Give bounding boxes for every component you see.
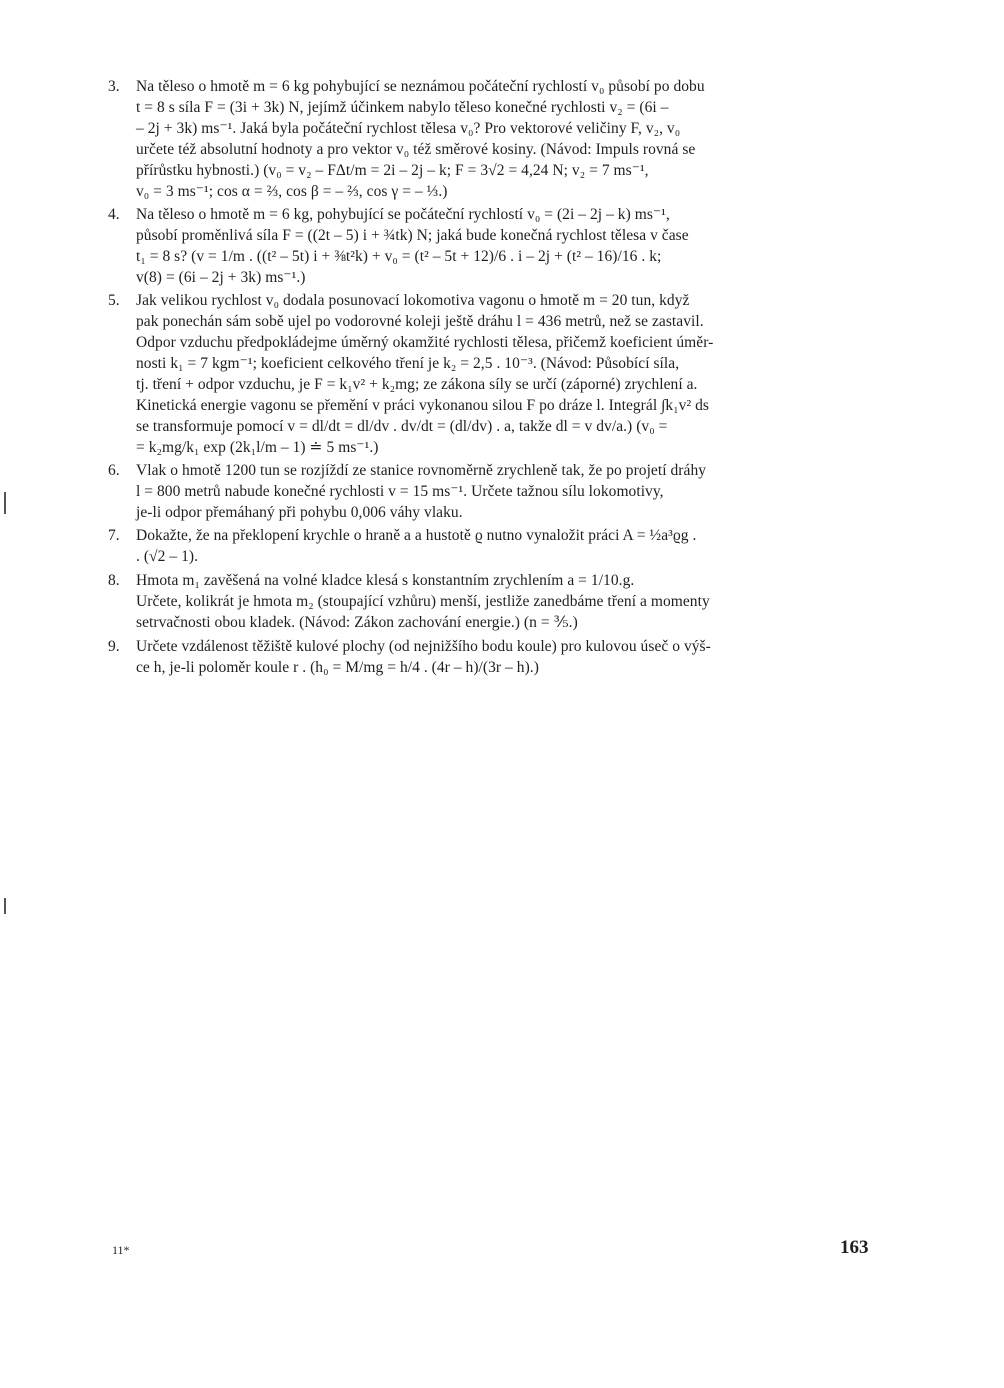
problem-text-line: t₁ = 8 s? (v = 1/m . ((t² – 5t) i + ⅜t²k) + v₀ = (t² – 5t + 12)/6 . i – 2j + (t² – 16)/16 . k; xyxy=(136,248,662,265)
problem-text-line: Určete, kolikrát je hmota m₂ (stoupající vzhůru) menší, jestliže zanedbáme tření a momenty xyxy=(136,593,710,610)
problem-list xyxy=(108,76,868,678)
problem-item xyxy=(108,76,868,202)
problem-text-line: určete též absolutní hodnoty a pro vektor v₀ též směrové kosiny. (Návod: Impuls rovná se xyxy=(136,141,696,158)
page-number: 163 xyxy=(840,1237,869,1258)
problem-text-line: Dokažte, že na překlopení krychle o hraně a a hustotě ϱ nutno vynaložit práci A = ½a³ϱg . xyxy=(136,527,697,544)
problem-number: 3. xyxy=(108,78,120,95)
problem-number: 8. xyxy=(108,572,120,589)
problem-number: 5. xyxy=(108,292,120,309)
signature-mark: 11* xyxy=(112,1243,130,1257)
problem-text-line: v(8) = (6i – 2j + 3k) ms⁻¹.) xyxy=(136,269,306,286)
scan-edge-mark xyxy=(4,492,6,514)
problem-number: 4. xyxy=(108,206,120,223)
problem-text-line: je-li odpor přemáhaný při pohybu 0,006 váhy vlaku. xyxy=(136,504,463,521)
problem-text-line: – 2j + 3k) ms⁻¹. Jaká byla počáteční rychlost tělesa v₀? Pro vektorové veličiny F, v₂, v₀ xyxy=(136,120,681,137)
problem-text-line: Jak velikou rychlost v₀ dodala posunovací lokomotiva vagonu o hmotě m = 20 tun, když xyxy=(136,292,690,309)
problem-text-line: tj. tření + odpor vzduchu, je F = k₁v² + k₂mg; ze zákona síly se určí (záporné) zrychlení a. xyxy=(136,376,698,393)
problem-item xyxy=(108,290,868,458)
problem-item xyxy=(108,204,868,288)
problem-item xyxy=(108,570,868,633)
problem-text-line: působí proměnlivá síla F = ((2t – 5) i + ¾tk) N; jaká bude konečná rychlost tělesa v čase xyxy=(136,227,689,244)
problem-number: 9. xyxy=(108,638,120,655)
problem-text-line: Vlak o hmotě 1200 tun se rozjíždí ze stanice rovnoměrně zrychleně tak, že po projetí dráhy xyxy=(136,462,707,479)
problem-text-line: = k₂mg/k₁ exp (2k₁l/m – 1) ≐ 5 ms⁻¹.) xyxy=(136,439,379,456)
problem-text-line: . (√2 – 1). xyxy=(136,548,199,565)
problem-text-line: Kinetická energie vagonu se přemění v práci vykonanou silou F po dráze l. Integrál ∫k₁v² ds xyxy=(136,397,709,414)
problem-text-line: přírůstku hybnosti.) (v₀ = v₂ – FΔt/m = 2i – 2j – k; F = 3√2 = 4,24 N; v₂ = 7 ms⁻¹, xyxy=(136,162,649,179)
problem-number: 6. xyxy=(108,462,120,479)
problem-item xyxy=(108,636,868,678)
problem-number: 7. xyxy=(108,527,120,544)
problem-text-line: Na těleso o hmotě m = 6 kg, pohybující se počáteční rychlostí v₀ = (2i – 2j – k) ms⁻¹, xyxy=(136,206,670,223)
problem-text-line: Na těleso o hmotě m = 6 kg pohybující se neznámou počáteční rychlostí v₀ působí po dobu xyxy=(136,78,705,95)
problem-text-line: v₀ = 3 ms⁻¹; cos α = ⅔, cos β = – ⅔, cos γ = – ⅓.) xyxy=(136,183,448,200)
problem-text-line: Určete vzdálenost těžiště kulové plochy (od nejnižšího bodu koule) pro kulovou úseč o výš- xyxy=(136,638,711,655)
problem-item xyxy=(108,460,868,523)
scan-edge-mark xyxy=(4,898,6,914)
problem-text-line: t = 8 s síla F = (3i + 3k) N, jejímž účinkem nabylo těleso konečné rychlosti v₂ = (6i – xyxy=(136,99,669,116)
problem-text-line: l = 800 metrů nabude konečné rychlosti v = 15 ms⁻¹. Určete tažnou sílu lokomotivy, xyxy=(136,483,664,500)
problem-text-line: Odpor vzduchu předpokládejme úměrný okamžité rychlosti tělesa, přičemž koeficient úměr- xyxy=(136,334,714,351)
problem-text-line: Hmota m₁ zavěšená na volné kladce klesá s konstantním zrychlením a = 1/10.g. xyxy=(136,572,635,589)
problem-text-line: se transformuje pomocí v = dl/dt = dl/dv . dv/dt = (dl/dv) . a, takže dl = v dv/a.) (v₀ = xyxy=(136,418,668,435)
problem-text-line: ce h, je-li poloměr koule r . (h₀ = M/mg = h/4 . (4r – h)/(3r – h).) xyxy=(136,659,539,676)
problem-text-line: nosti k₁ = 7 kgm⁻¹; koeficient celkového tření je k₂ = 2,5 . 10⁻³. (Návod: Působící síla, xyxy=(136,355,680,372)
problem-item xyxy=(108,525,868,567)
problem-text-line: setrvačnosti obou kladek. (Návod: Zákon zachování energie.) (n = ⅗.) xyxy=(136,614,578,631)
problem-text-line: pak ponechán sám sobě ujel po vodorovné koleji ještě dráhu l = 436 metrů, než se zastavil. xyxy=(136,313,704,330)
